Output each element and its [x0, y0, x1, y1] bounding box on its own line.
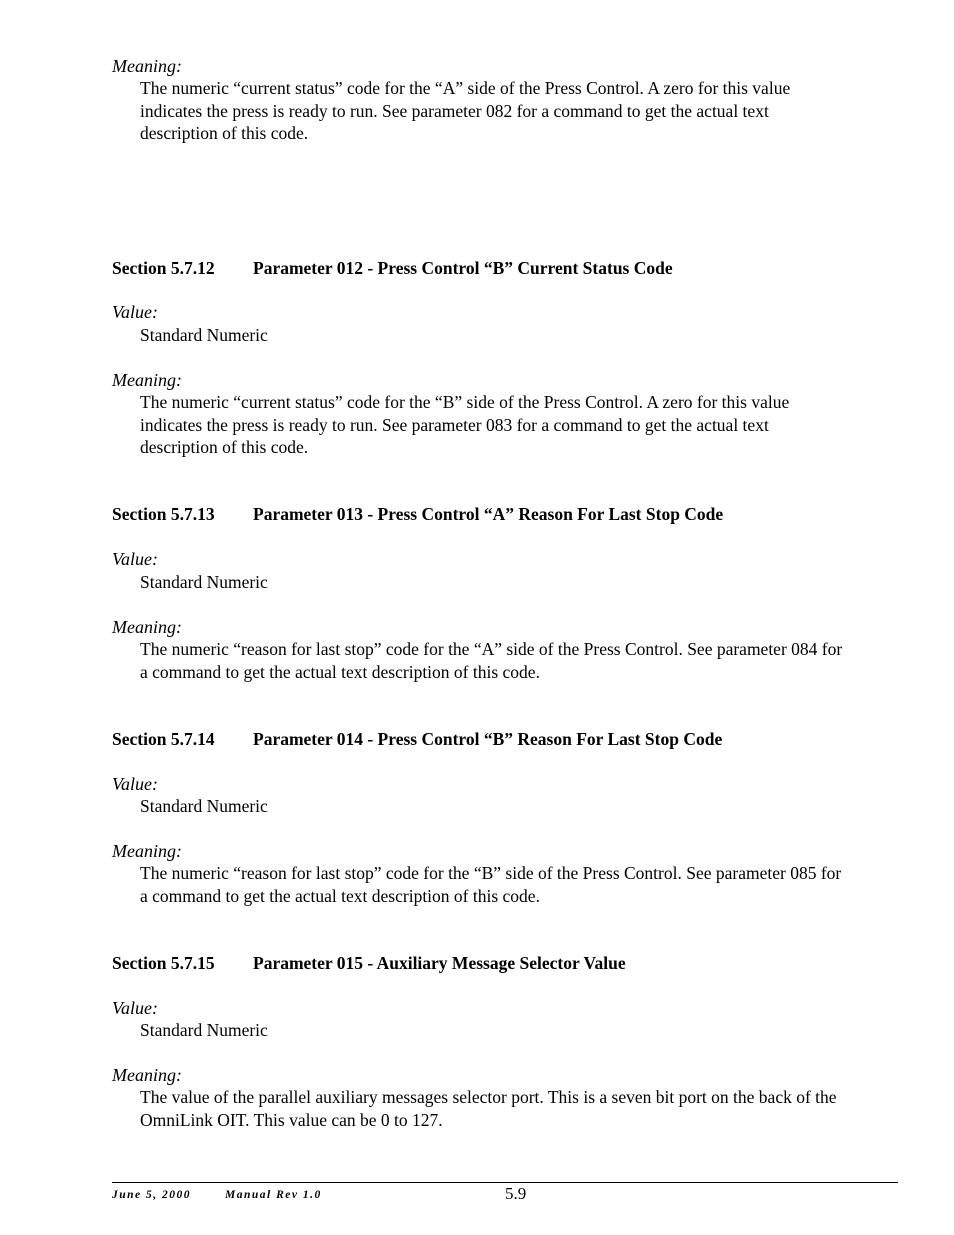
text-line: a command to get the actual text description of this code.	[140, 885, 540, 906]
meaning-text	[140, 638, 900, 683]
value-label: Value:	[112, 774, 158, 794]
meaning-label: Meaning:	[112, 617, 182, 637]
meaning-text	[140, 862, 900, 907]
text-line: The numeric “current status” code for the “B” side of the Press Control. A zero for this value	[140, 392, 790, 412]
section-number: Section 5.7.15	[112, 953, 215, 973]
meaning-label: Meaning:	[112, 1065, 182, 1085]
page-number: 5.9	[505, 1184, 527, 1203]
section-title: Parameter 013 - Press Control “A” Reason For Last Stop Code	[253, 504, 724, 524]
footer-date: June 5, 2000	[112, 1189, 192, 1201]
meaning-label: Meaning:	[112, 841, 182, 861]
text-line: description of this code.	[140, 437, 309, 457]
meaning-label: Meaning:	[112, 370, 182, 390]
value-text: Standard Numeric	[140, 796, 268, 816]
text-line: The numeric “reason for last stop” code for the “A” side of the Press Control. See parameter 084 for	[140, 639, 843, 659]
value-text: Standard Numeric	[140, 572, 268, 592]
value-label: Value:	[112, 998, 158, 1018]
meaning-label: Meaning:	[112, 56, 182, 76]
value-label: Value:	[112, 302, 158, 322]
text-line: indicates the press is ready to run. See parameter 082 for a command to get the actual text	[140, 100, 769, 121]
text-line: description of this code.	[140, 123, 309, 143]
text-line: The numeric “reason for last stop” code for the “B” side of the Press Control. See parameter 085 for	[140, 863, 842, 883]
meaning-text	[140, 391, 900, 459]
value-text: Standard Numeric	[140, 325, 268, 345]
footer-manual-rev: Manual Rev 1.0	[225, 1189, 322, 1201]
text-line: The value of the parallel auxiliary messages selector port. This is a seven bit port on the back of the	[140, 1087, 837, 1107]
section-number: Section 5.7.12	[112, 258, 215, 278]
value-text: Standard Numeric	[140, 1020, 268, 1040]
meaning-text	[140, 1086, 900, 1131]
value-label: Value:	[112, 549, 158, 569]
text-line: The numeric “current status” code for the “A” side of the Press Control. A zero for this value	[140, 78, 791, 98]
text-line: a command to get the actual text description of this code.	[140, 661, 540, 682]
text-line: OmniLink OIT. This value can be 0 to 127.	[140, 1109, 443, 1130]
section-number: Section 5.7.14	[112, 729, 215, 749]
meaning-text	[140, 77, 900, 145]
section-number: Section 5.7.13	[112, 504, 215, 524]
text-line: indicates the press is ready to run. See parameter 083 for a command to get the actual text	[140, 414, 769, 435]
section-title: Parameter 015 - Auxiliary Message Selector Value	[253, 953, 626, 973]
footer-divider	[112, 1182, 898, 1183]
section-title: Parameter 012 - Press Control “B” Current Status Code	[253, 258, 673, 278]
section-title: Parameter 014 - Press Control “B” Reason For Last Stop Code	[253, 729, 723, 749]
